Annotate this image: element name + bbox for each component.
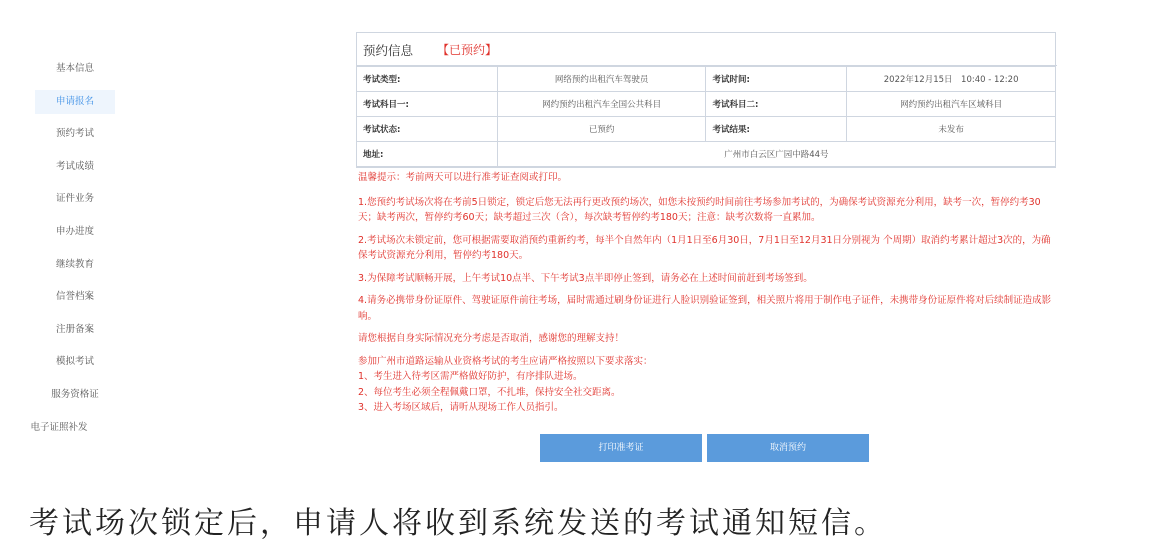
print-admission-ticket-button[interactable]: 打印准考证 [540,434,702,462]
exam-type-value: 网络预约出租汽车驾驶员 [497,67,706,92]
subject1-label: 考试科目一: [357,92,498,117]
exam-state-value: 已预约 [497,117,706,142]
table-row [357,67,1056,92]
sidebar-item-apply[interactable]: 申请报名 [35,90,115,114]
sidebar-item-registration[interactable]: 注册备案 [55,324,94,335]
sidebar-item-book-exam[interactable]: 预约考试 [55,128,94,139]
sidebar-item-exam-scores[interactable]: 考试成绩 [55,161,94,172]
covid-requirements [358,354,1058,416]
sidebar-item-credit-file[interactable]: 信誉档案 [55,291,94,302]
panel-title: 预约信息 [363,43,414,58]
sidebar-item-e-license-reissue[interactable]: 电子证照补发 [30,422,88,433]
notice-item-5: 请您根据自身实际情况充分考虑是否取消，感谢您的理解支持！ [358,333,625,344]
covid-item-3: 3、进入考场区域后，请听从现场工作人员指引。 [358,402,564,413]
exam-result-value: 未发布 [847,117,1056,142]
address-label: 地址: [357,142,498,167]
exam-type-label: 考试类型: [357,67,498,92]
exam-time-label: 考试时间: [706,67,847,92]
cancel-reservation-button[interactable]: 取消预约 [707,434,869,462]
caption-text: 考试场次锁定后，申请人将收到系统发送的考试通知短信。 [29,506,887,541]
table-row [357,142,1056,167]
warm-tip: 温馨提示：考前两天可以进行准考证查阅或打印。 [358,172,568,183]
notice-item-2: 2.考试场次未锁定前，您可根据需要取消预约重新约考，每半个自然年内（1月1日至6月30日，7月1日至12月31日分别视为 个周期）取消约考累计超过3次的，为确保考试资源充分利用，暂停约考180天。 [358,234,1051,261]
reservation-status-badge: 【已预约】 [437,43,498,57]
address-value: 广州市白云区广园中路44号 [497,142,1055,167]
sidebar-item-continuing-education[interactable]: 继续教育 [55,259,94,270]
exam-result-label: 考试结果: [706,117,847,142]
subject1-value: 网约预约出租汽车全国公共科目 [497,92,706,117]
sidebar-item-basic-info[interactable]: 基本信息 [55,63,94,74]
notice-section [358,170,1058,423]
sidebar-item-progress[interactable]: 申办进度 [55,226,94,237]
panel-header [357,33,1057,66]
exam-time-value: 2022年12月15日 10:40 - 12:20 [847,67,1056,92]
exam-state-label: 考试状态: [357,117,498,142]
subject2-value: 网约预约出租汽车区域科目 [847,92,1056,117]
notice-item-1: 1.您预约考试场次将在考前5日锁定，锁定后您无法再行更改预约场次，如您未按预约时间前往考场参加考试的，为确保考试资源充分利用，缺考一次，暂停约考30天；缺考两次，暂停约考60天；缺考超过三次（含），每次缺考暂停约考180天；注意：缺考次数将一直累加。 [358,196,1041,223]
notice-item-3: 3.为保障考试顺畅开展，上午考试10点半、下午考试3点半即停止签到，请务必在上述时间前赶到考场签到。 [358,272,813,284]
sidebar-item-service-qualification[interactable]: 服务资格证 [51,389,99,400]
sidebar [0,0,150,470]
reservation-info-table [356,66,1056,167]
covid-item-1: 1、考生进入待考区需严格做好防护，有序排队进场。 [358,371,583,382]
subject2-label: 考试科目二: [706,92,847,117]
sidebar-item-certificate-business[interactable]: 证件业务 [55,193,94,204]
table-row [357,117,1056,142]
covid-title: 参加广州市道路运输从业资格考试的考生应请严格按照以下要求落实： [358,355,653,367]
covid-item-2: 2、每位考生必须全程佩戴口罩，不扎堆，保持安全社交距离。 [358,386,621,398]
caption-area [0,490,1170,560]
table-row [357,92,1056,117]
notice-item-4: 4.请务必携带身份证原件、驾驶证原件前往考场，届时需通过刷身份证进行人脸识别验证签到，相关照片将用于制作电子证件，未携带身份证原件将对后续制证造成影响。 [358,295,1052,322]
sidebar-item-mock-exam[interactable]: 模拟考试 [55,356,94,367]
